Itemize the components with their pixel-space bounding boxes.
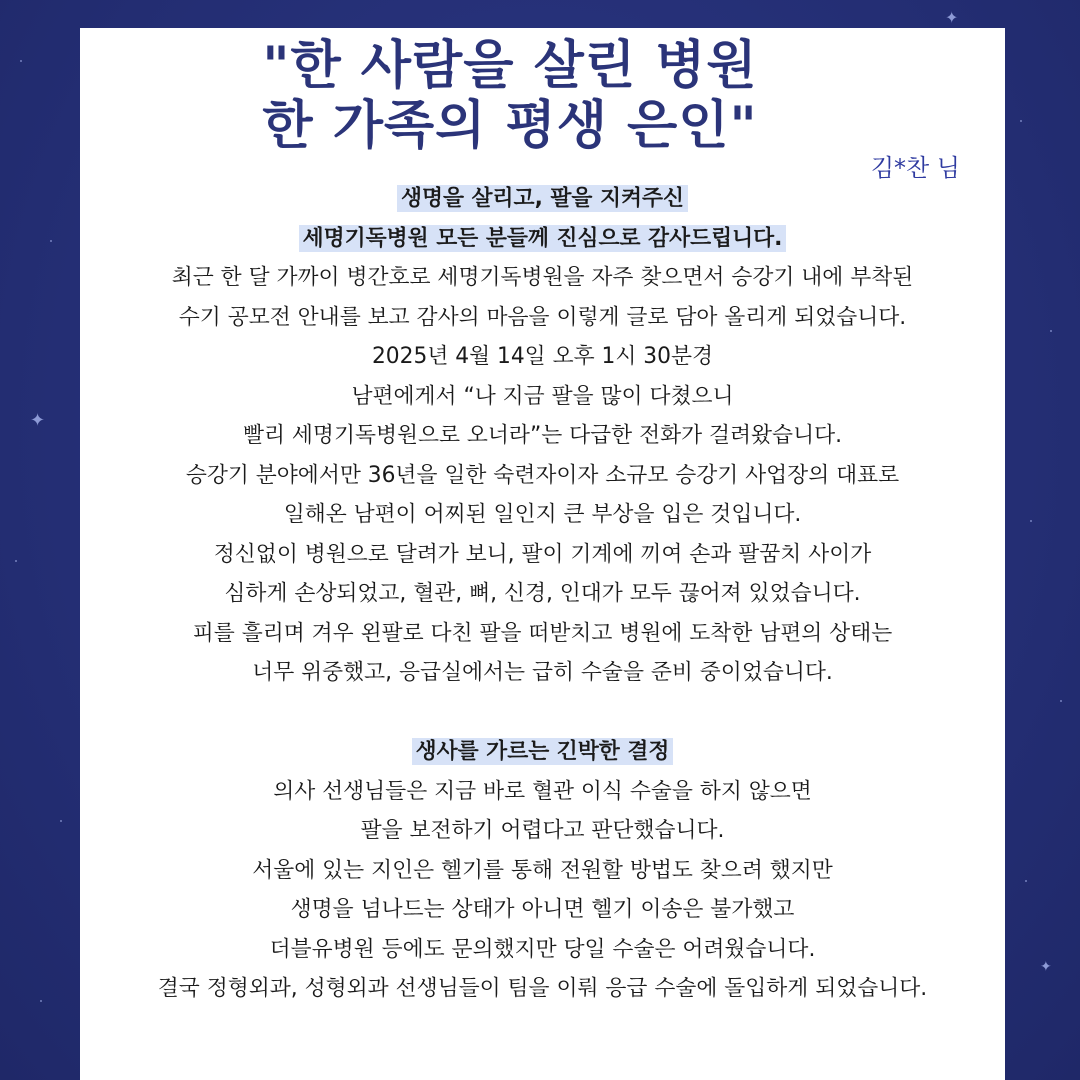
body-line: 피를 흘리며 겨우 왼팔로 다친 팔을 떠받치고 병원에 도착한 남편의 상태는 bbox=[192, 620, 893, 646]
star-icon: ✦ bbox=[1040, 959, 1052, 975]
body-line: 수기 공모전 안내를 보고 감사의 마음을 이렇게 글로 담아 올리게 되었습니다. bbox=[178, 304, 907, 330]
body-line: 2025년 4월 14일 오후 1시 30분경 bbox=[371, 344, 714, 369]
highlight-heading: 생사를 가르는 긴박한 결정 bbox=[412, 738, 674, 765]
body-line: 결국 정형외과, 성형외과 선생님들이 팀을 이뤄 응급 수술에 돌입하게 되었습니다. bbox=[157, 976, 928, 1001]
body-line: 최근 한 달 가까이 병간호로 세명기독병원을 자주 찾으면서 승강기 내에 부착된 bbox=[171, 265, 914, 290]
body-line: 남편에게서 “나 지금 팔을 많이 다쳤으니 bbox=[351, 383, 734, 409]
letter-body bbox=[80, 179, 1005, 1009]
star-dot bbox=[40, 1000, 42, 1002]
star-dot bbox=[15, 560, 17, 562]
section1-heading-line-1 bbox=[80, 179, 1005, 219]
paragraph-spacer bbox=[80, 693, 1005, 733]
body-line: 너무 위중했고, 응급실에서는 급히 수술을 준비 중이었습니다. bbox=[252, 660, 833, 685]
body-line: 생명을 넘나드는 상태가 아니면 헬기 이송은 불가했고 bbox=[290, 897, 795, 922]
title-line-2: 한 가족의 평생 은인" bbox=[262, 96, 758, 156]
body-line: 승강기 분야에서만 36년을 일한 숙련자이자 소규모 승강기 사업장의 대표로 bbox=[185, 462, 900, 488]
body-line: 일해온 남편이 어찌된 일인지 큰 부상을 입은 것입니다. bbox=[283, 502, 802, 527]
star-icon: ✦ bbox=[945, 8, 959, 27]
body-line: 빨리 세명기독병원으로 오너라”는 다급한 전화가 걸려왔습니다. bbox=[242, 423, 843, 448]
body-line: 더블유병원 등에도 문의했지만 당일 수술은 어려웠습니다. bbox=[269, 936, 816, 962]
star-dot bbox=[60, 820, 62, 822]
star-dot bbox=[20, 60, 22, 62]
title-line-1: "한 사람을 살린 병원 bbox=[262, 36, 758, 96]
body-line: 정신없이 병원으로 달려가 보니, 팔이 기계에 끼여 손과 팔꿈치 사이가 bbox=[213, 541, 872, 567]
star-dot bbox=[1050, 330, 1052, 332]
star-dot bbox=[50, 240, 52, 242]
body-line: 의사 선생님들은 지금 바로 혈관 이식 수술을 하지 않으면 bbox=[273, 778, 812, 804]
body-line: 팔을 보전하기 어렵다고 판단했습니다. bbox=[360, 818, 725, 843]
star-dot bbox=[1025, 880, 1027, 882]
star-dot bbox=[1030, 520, 1032, 522]
highlight-heading: 생명을 살리고, 팔을 지켜주신 bbox=[397, 185, 688, 212]
star-dot bbox=[1060, 700, 1062, 702]
body-line: 심하게 손상되었고, 혈관, 뼈, 신경, 인대가 모두 끊어져 있었습니다. bbox=[224, 581, 861, 606]
star-dot bbox=[1020, 120, 1022, 122]
highlight-heading: 세명기독병원 모든 분들께 진심으로 감사드립니다. bbox=[299, 225, 787, 252]
section2-heading-line bbox=[80, 732, 1005, 772]
star-icon: ✦ bbox=[30, 410, 46, 431]
section1-heading-line-2 bbox=[80, 219, 1005, 259]
letter-card bbox=[80, 28, 1005, 1080]
author-name: 김*찬 님 bbox=[870, 154, 960, 182]
body-line: 서울에 있는 지인은 헬기를 통해 전원할 방법도 찾으려 했지만 bbox=[252, 857, 833, 883]
page-title bbox=[80, 36, 940, 156]
